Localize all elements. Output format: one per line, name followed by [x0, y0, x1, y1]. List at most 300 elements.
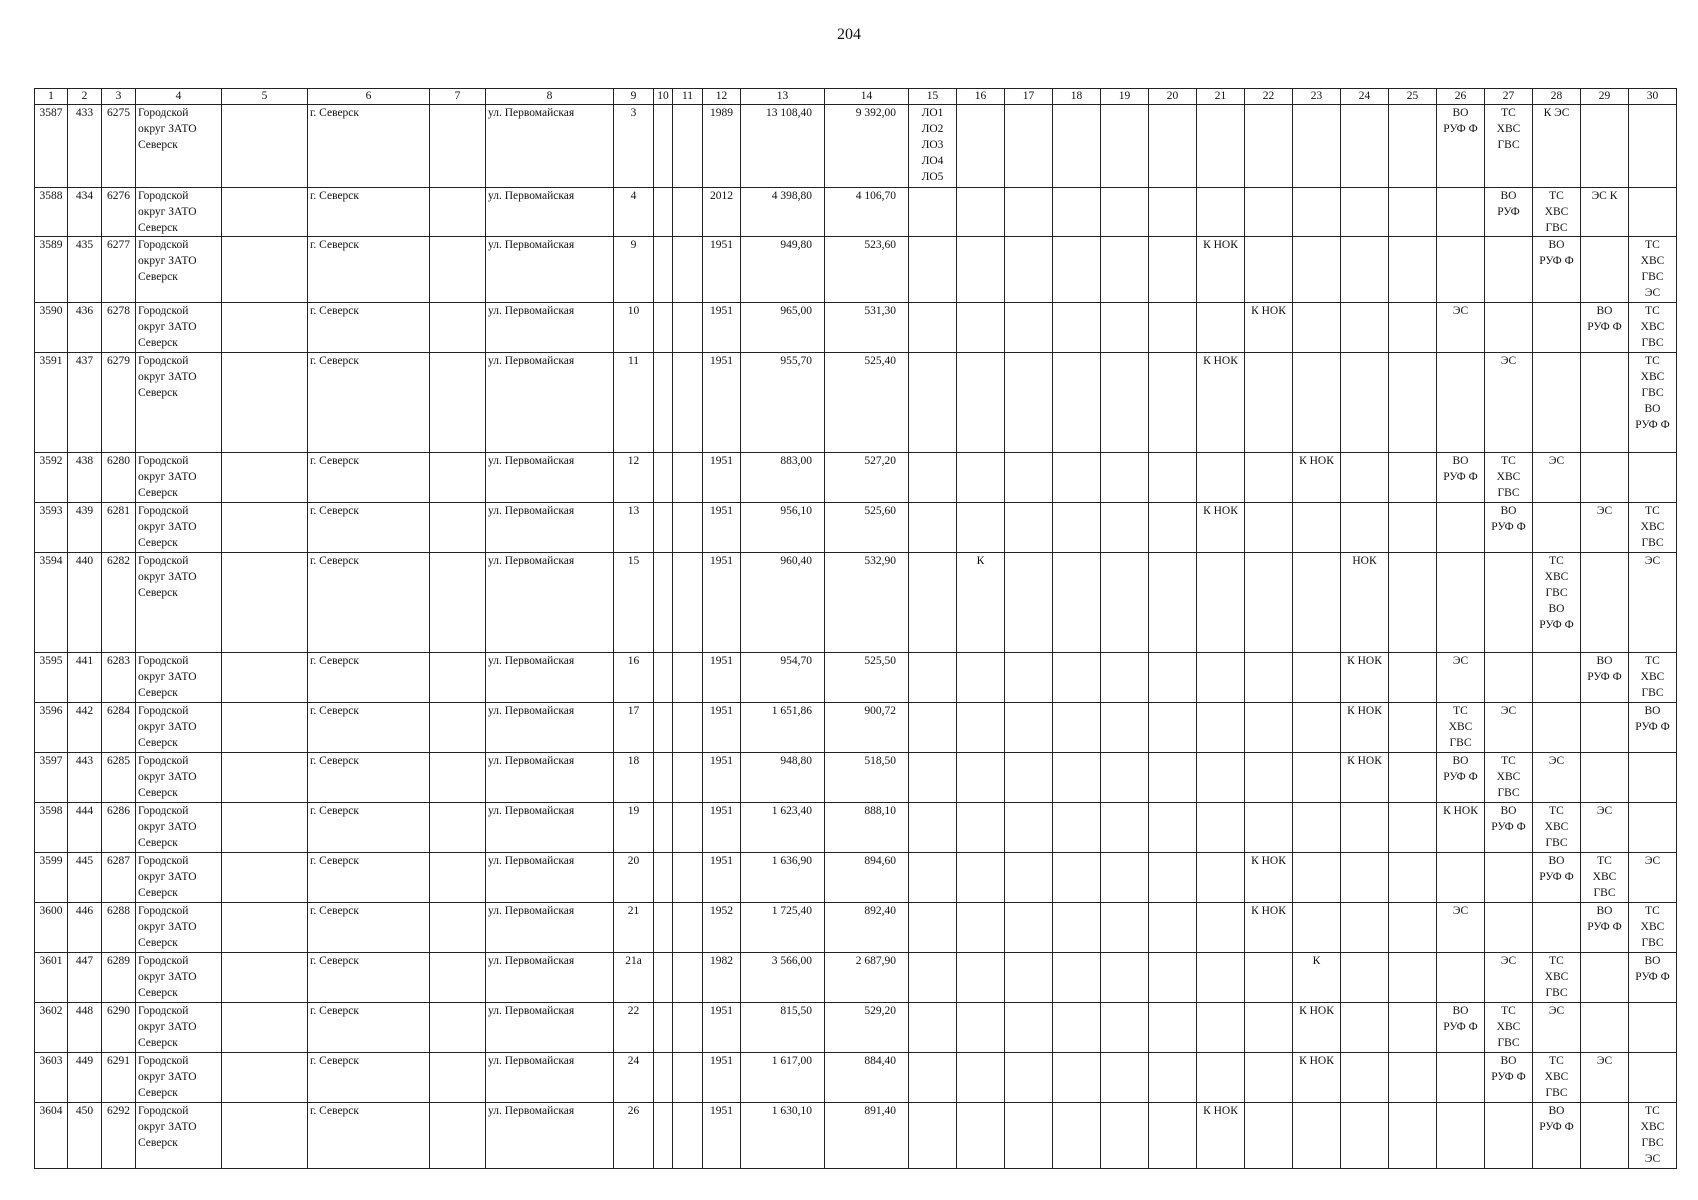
living-area-cell: 518,50	[825, 753, 909, 803]
city-cell: г. Северск	[308, 1003, 430, 1053]
city-cell: г. Северск	[308, 903, 430, 953]
column-10-cell	[654, 1053, 673, 1103]
column-24-cell	[1341, 105, 1389, 188]
table-row	[35, 803, 1677, 853]
column-27-cell	[1485, 553, 1533, 653]
column-22-cell	[1245, 105, 1293, 188]
column-5-cell	[222, 853, 308, 903]
house-number-cell: 11	[614, 353, 654, 453]
column-30-cell	[1629, 803, 1677, 853]
column-21-cell	[1197, 188, 1245, 237]
column-header-29: 29	[1581, 89, 1629, 105]
living-area-cell: 2 687,90	[825, 953, 909, 1003]
municipality-cell: Городской округ ЗАТО Северск	[136, 903, 222, 953]
street-cell: ул. Первомайская	[486, 105, 614, 188]
street-cell: ул. Первомайская	[486, 1003, 614, 1053]
column-16-cell	[957, 703, 1005, 753]
column-17-cell	[1005, 1053, 1053, 1103]
local-number-cell: 449	[68, 1053, 102, 1103]
municipality-cell: Городской округ ЗАТО Северск	[136, 853, 222, 903]
column-26-cell: ЭС	[1437, 903, 1485, 953]
row-number-cell: 3594	[35, 553, 68, 653]
column-16-cell	[957, 303, 1005, 353]
column-header-18: 18	[1053, 89, 1101, 105]
column-28-cell	[1533, 503, 1581, 553]
build-year-cell: 1952	[703, 903, 741, 953]
column-29-cell	[1581, 753, 1629, 803]
row-number-cell: 3595	[35, 653, 68, 703]
column-29-cell: ЭС	[1581, 1053, 1629, 1103]
column-16-cell	[957, 653, 1005, 703]
living-area-cell: 525,50	[825, 653, 909, 703]
column-22-cell	[1245, 1003, 1293, 1053]
living-area-cell: 525,40	[825, 353, 909, 453]
column-24-cell	[1341, 803, 1389, 853]
local-number-cell: 446	[68, 903, 102, 953]
column-25-cell	[1389, 953, 1437, 1003]
table-row	[35, 237, 1677, 303]
column-7-cell	[430, 188, 486, 237]
housing-register-table	[34, 88, 1677, 1169]
column-24-cell: НОК	[1341, 553, 1389, 653]
column-21-cell	[1197, 1003, 1245, 1053]
row-number-cell: 3587	[35, 105, 68, 188]
column-26-cell	[1437, 953, 1485, 1003]
column-26-cell	[1437, 1053, 1485, 1103]
column-19-cell	[1101, 1003, 1149, 1053]
total-area-cell: 1 623,40	[741, 803, 825, 853]
column-29-cell	[1581, 953, 1629, 1003]
column-24-cell: К НОК	[1341, 753, 1389, 803]
house-number-cell: 12	[614, 453, 654, 503]
registry-id-cell: 6281	[102, 503, 136, 553]
total-area-cell: 965,00	[741, 303, 825, 353]
column-10-cell	[654, 503, 673, 553]
column-20-cell	[1149, 503, 1197, 553]
table-row	[35, 953, 1677, 1003]
column-21-cell	[1197, 1053, 1245, 1103]
registry-id-cell: 6278	[102, 303, 136, 353]
column-header-8: 8	[486, 89, 614, 105]
city-cell: г. Северск	[308, 237, 430, 303]
street-cell: ул. Первомайская	[486, 553, 614, 653]
municipality-cell: Городской округ ЗАТО Северск	[136, 1003, 222, 1053]
column-header-1: 1	[35, 89, 68, 105]
column-23-cell	[1293, 1103, 1341, 1169]
column-30-cell: ТС ХВС ГВС	[1629, 503, 1677, 553]
column-16-cell	[957, 903, 1005, 953]
column-23-cell	[1293, 553, 1341, 653]
municipality-cell: Городской округ ЗАТО Северск	[136, 803, 222, 853]
local-number-cell: 439	[68, 503, 102, 553]
column-25-cell	[1389, 188, 1437, 237]
table-row	[35, 653, 1677, 703]
column-11-cell	[673, 453, 703, 503]
street-cell: ул. Первомайская	[486, 237, 614, 303]
city-cell: г. Северск	[308, 703, 430, 753]
column-26-cell: ВО РУФ Ф	[1437, 453, 1485, 503]
local-number-cell: 436	[68, 303, 102, 353]
local-number-cell: 440	[68, 553, 102, 653]
municipality-cell: Городской округ ЗАТО Северск	[136, 303, 222, 353]
column-20-cell	[1149, 188, 1197, 237]
city-cell: г. Северск	[308, 503, 430, 553]
table-row	[35, 503, 1677, 553]
city-cell: г. Северск	[308, 853, 430, 903]
column-10-cell	[654, 853, 673, 903]
column-27-cell	[1485, 1103, 1533, 1169]
column-22-cell	[1245, 1053, 1293, 1103]
column-15-cell	[909, 237, 957, 303]
column-header-4: 4	[136, 89, 222, 105]
column-20-cell	[1149, 1103, 1197, 1169]
column-7-cell	[430, 903, 486, 953]
house-number-cell: 3	[614, 105, 654, 188]
city-cell: г. Северск	[308, 453, 430, 503]
column-16-cell	[957, 1103, 1005, 1169]
municipality-cell: Городской округ ЗАТО Северск	[136, 953, 222, 1003]
row-number-cell: 3604	[35, 1103, 68, 1169]
column-22-cell: К НОК	[1245, 853, 1293, 903]
city-cell: г. Северск	[308, 803, 430, 853]
column-header-10: 10	[654, 89, 673, 105]
street-cell: ул. Первомайская	[486, 503, 614, 553]
house-number-cell: 24	[614, 1053, 654, 1103]
column-21-cell: К НОК	[1197, 503, 1245, 553]
column-7-cell	[430, 1003, 486, 1053]
column-25-cell	[1389, 903, 1437, 953]
column-27-cell	[1485, 303, 1533, 353]
table-row	[35, 453, 1677, 503]
column-29-cell	[1581, 353, 1629, 453]
column-29-cell	[1581, 453, 1629, 503]
column-29-cell	[1581, 237, 1629, 303]
column-23-cell	[1293, 903, 1341, 953]
street-cell: ул. Первомайская	[486, 353, 614, 453]
total-area-cell: 815,50	[741, 1003, 825, 1053]
total-area-cell: 1 617,00	[741, 1053, 825, 1103]
column-10-cell	[654, 653, 673, 703]
total-area-cell: 955,70	[741, 353, 825, 453]
column-25-cell	[1389, 803, 1437, 853]
total-area-cell: 948,80	[741, 753, 825, 803]
column-11-cell	[673, 503, 703, 553]
column-21-cell	[1197, 753, 1245, 803]
city-cell: г. Северск	[308, 553, 430, 653]
living-area-cell: 523,60	[825, 237, 909, 303]
column-28-cell	[1533, 353, 1581, 453]
column-15-cell	[909, 953, 957, 1003]
column-28-cell	[1533, 653, 1581, 703]
living-area-cell: 884,40	[825, 1053, 909, 1103]
row-number-cell: 3596	[35, 703, 68, 753]
column-17-cell	[1005, 1003, 1053, 1053]
table-row	[35, 553, 1677, 653]
column-19-cell	[1101, 953, 1149, 1003]
column-16-cell	[957, 237, 1005, 303]
column-20-cell	[1149, 105, 1197, 188]
column-7-cell	[430, 503, 486, 553]
column-10-cell	[654, 303, 673, 353]
table-row	[35, 853, 1677, 903]
column-26-cell: ВО РУФ Ф	[1437, 753, 1485, 803]
column-10-cell	[654, 105, 673, 188]
column-20-cell	[1149, 803, 1197, 853]
registry-id-cell: 6276	[102, 188, 136, 237]
column-18-cell	[1053, 803, 1101, 853]
column-16-cell	[957, 953, 1005, 1003]
street-cell: ул. Первомайская	[486, 653, 614, 703]
registry-id-cell: 6275	[102, 105, 136, 188]
column-24-cell	[1341, 1053, 1389, 1103]
house-number-cell: 26	[614, 1103, 654, 1169]
registry-id-cell: 6288	[102, 903, 136, 953]
column-21-cell	[1197, 903, 1245, 953]
street-cell: ул. Первомайская	[486, 953, 614, 1003]
column-18-cell	[1053, 903, 1101, 953]
column-11-cell	[673, 1053, 703, 1103]
column-5-cell	[222, 903, 308, 953]
column-20-cell	[1149, 553, 1197, 653]
column-25-cell	[1389, 703, 1437, 753]
local-number-cell: 447	[68, 953, 102, 1003]
living-area-cell: 892,40	[825, 903, 909, 953]
column-header-22: 22	[1245, 89, 1293, 105]
registry-id-cell: 6291	[102, 1053, 136, 1103]
column-15-cell	[909, 853, 957, 903]
registry-id-cell: 6283	[102, 653, 136, 703]
column-23-cell	[1293, 353, 1341, 453]
city-cell: г. Северск	[308, 353, 430, 453]
registry-id-cell: 6285	[102, 753, 136, 803]
registry-id-cell: 6284	[102, 703, 136, 753]
column-10-cell	[654, 237, 673, 303]
total-area-cell: 13 108,40	[741, 105, 825, 188]
city-cell: г. Северск	[308, 953, 430, 1003]
column-17-cell	[1005, 753, 1053, 803]
column-7-cell	[430, 105, 486, 188]
column-21-cell	[1197, 553, 1245, 653]
column-29-cell	[1581, 703, 1629, 753]
column-15-cell	[909, 453, 957, 503]
column-7-cell	[430, 703, 486, 753]
column-23-cell	[1293, 803, 1341, 853]
column-21-cell	[1197, 853, 1245, 903]
registry-id-cell: 6290	[102, 1003, 136, 1053]
build-year-cell: 1951	[703, 703, 741, 753]
column-24-cell	[1341, 503, 1389, 553]
column-20-cell	[1149, 1053, 1197, 1103]
column-18-cell	[1053, 503, 1101, 553]
table-row	[35, 105, 1677, 188]
build-year-cell: 1951	[703, 237, 741, 303]
column-header-24: 24	[1341, 89, 1389, 105]
column-22-cell	[1245, 753, 1293, 803]
column-18-cell	[1053, 653, 1101, 703]
house-number-cell: 18	[614, 753, 654, 803]
table-row	[35, 188, 1677, 237]
column-23-cell	[1293, 703, 1341, 753]
column-30-cell: ТС ХВС ГВС ЭС	[1629, 237, 1677, 303]
municipality-cell: Городской округ ЗАТО Северск	[136, 753, 222, 803]
local-number-cell: 445	[68, 853, 102, 903]
column-23-cell	[1293, 753, 1341, 803]
column-24-cell	[1341, 1003, 1389, 1053]
column-29-cell: ВО РУФ Ф	[1581, 653, 1629, 703]
column-22-cell	[1245, 953, 1293, 1003]
column-header-7: 7	[430, 89, 486, 105]
column-15-cell	[909, 903, 957, 953]
table-row	[35, 1003, 1677, 1053]
total-area-cell: 956,10	[741, 503, 825, 553]
column-25-cell	[1389, 1103, 1437, 1169]
column-21-cell	[1197, 105, 1245, 188]
column-11-cell	[673, 703, 703, 753]
column-23-cell	[1293, 105, 1341, 188]
column-header-12: 12	[703, 89, 741, 105]
column-header-20: 20	[1149, 89, 1197, 105]
column-15-cell	[909, 1053, 957, 1103]
column-15-cell	[909, 1003, 957, 1053]
table-row	[35, 1103, 1677, 1169]
column-17-cell	[1005, 703, 1053, 753]
column-26-cell: ВО РУФ Ф	[1437, 1003, 1485, 1053]
city-cell: г. Северск	[308, 753, 430, 803]
column-27-cell	[1485, 653, 1533, 703]
column-17-cell	[1005, 237, 1053, 303]
column-17-cell	[1005, 453, 1053, 503]
column-5-cell	[222, 803, 308, 853]
house-number-cell: 21а	[614, 953, 654, 1003]
column-7-cell	[430, 803, 486, 853]
column-30-cell: ТС ХВС ГВС	[1629, 303, 1677, 353]
total-area-cell: 1 651,86	[741, 703, 825, 753]
row-number-cell: 3598	[35, 803, 68, 853]
build-year-cell: 1951	[703, 803, 741, 853]
build-year-cell: 1951	[703, 503, 741, 553]
column-header-15: 15	[909, 89, 957, 105]
column-20-cell	[1149, 353, 1197, 453]
row-number-cell: 3591	[35, 353, 68, 453]
table-row	[35, 1053, 1677, 1103]
column-21-cell	[1197, 703, 1245, 753]
living-area-cell: 891,40	[825, 1103, 909, 1169]
column-18-cell	[1053, 1103, 1101, 1169]
column-10-cell	[654, 188, 673, 237]
column-25-cell	[1389, 553, 1437, 653]
row-number-cell: 3590	[35, 303, 68, 353]
column-10-cell	[654, 803, 673, 853]
column-5-cell	[222, 303, 308, 353]
row-number-cell: 3592	[35, 453, 68, 503]
column-29-cell: ЭС	[1581, 503, 1629, 553]
column-20-cell	[1149, 903, 1197, 953]
local-number-cell: 448	[68, 1003, 102, 1053]
column-20-cell	[1149, 453, 1197, 503]
column-header-5: 5	[222, 89, 308, 105]
municipality-cell: Городской округ ЗАТО Северск	[136, 503, 222, 553]
column-26-cell	[1437, 188, 1485, 237]
column-10-cell	[654, 1103, 673, 1169]
column-header-26: 26	[1437, 89, 1485, 105]
column-29-cell: ЭС	[1581, 803, 1629, 853]
column-18-cell	[1053, 703, 1101, 753]
column-header-16: 16	[957, 89, 1005, 105]
column-16-cell	[957, 353, 1005, 453]
column-28-cell: ТС ХВС ГВС ВО РУФ Ф	[1533, 553, 1581, 653]
column-header-3: 3	[102, 89, 136, 105]
column-15-cell	[909, 188, 957, 237]
column-15-cell	[909, 503, 957, 553]
total-area-cell: 954,70	[741, 653, 825, 703]
column-5-cell	[222, 653, 308, 703]
column-5-cell	[222, 353, 308, 453]
column-22-cell	[1245, 803, 1293, 853]
registry-id-cell: 6279	[102, 353, 136, 453]
column-header-6: 6	[308, 89, 430, 105]
column-28-cell: ВО РУФ Ф	[1533, 237, 1581, 303]
column-5-cell	[222, 1053, 308, 1103]
column-28-cell: К ЭС	[1533, 105, 1581, 188]
column-28-cell	[1533, 703, 1581, 753]
living-area-cell: 531,30	[825, 303, 909, 353]
total-area-cell: 1 725,40	[741, 903, 825, 953]
column-25-cell	[1389, 653, 1437, 703]
local-number-cell: 443	[68, 753, 102, 803]
row-number-cell: 3599	[35, 853, 68, 903]
build-year-cell: 2012	[703, 188, 741, 237]
column-20-cell	[1149, 753, 1197, 803]
column-16-cell	[957, 1053, 1005, 1103]
column-header-17: 17	[1005, 89, 1053, 105]
column-20-cell	[1149, 703, 1197, 753]
column-10-cell	[654, 953, 673, 1003]
row-number-cell: 3589	[35, 237, 68, 303]
column-5-cell	[222, 188, 308, 237]
municipality-cell: Городской округ ЗАТО Северск	[136, 1053, 222, 1103]
column-24-cell	[1341, 353, 1389, 453]
column-7-cell	[430, 453, 486, 503]
total-area-cell: 1 630,10	[741, 1103, 825, 1169]
house-number-cell: 22	[614, 1003, 654, 1053]
city-cell: г. Северск	[308, 1053, 430, 1103]
city-cell: г. Северск	[308, 188, 430, 237]
column-19-cell	[1101, 453, 1149, 503]
column-16-cell	[957, 853, 1005, 903]
column-18-cell	[1053, 853, 1101, 903]
living-area-cell: 9 392,00	[825, 105, 909, 188]
column-11-cell	[673, 753, 703, 803]
column-26-cell	[1437, 353, 1485, 453]
column-header-21: 21	[1197, 89, 1245, 105]
house-number-cell: 4	[614, 188, 654, 237]
column-19-cell	[1101, 303, 1149, 353]
column-16-cell	[957, 503, 1005, 553]
column-11-cell	[673, 903, 703, 953]
column-header-9: 9	[614, 89, 654, 105]
column-16-cell	[957, 453, 1005, 503]
street-cell: ул. Первомайская	[486, 1103, 614, 1169]
column-7-cell	[430, 1103, 486, 1169]
registry-id-cell: 6287	[102, 853, 136, 903]
column-19-cell	[1101, 237, 1149, 303]
column-19-cell	[1101, 653, 1149, 703]
column-30-cell: ВО РУФ Ф	[1629, 953, 1677, 1003]
column-18-cell	[1053, 953, 1101, 1003]
column-5-cell	[222, 753, 308, 803]
street-cell: ул. Первомайская	[486, 303, 614, 353]
local-number-cell: 450	[68, 1103, 102, 1169]
